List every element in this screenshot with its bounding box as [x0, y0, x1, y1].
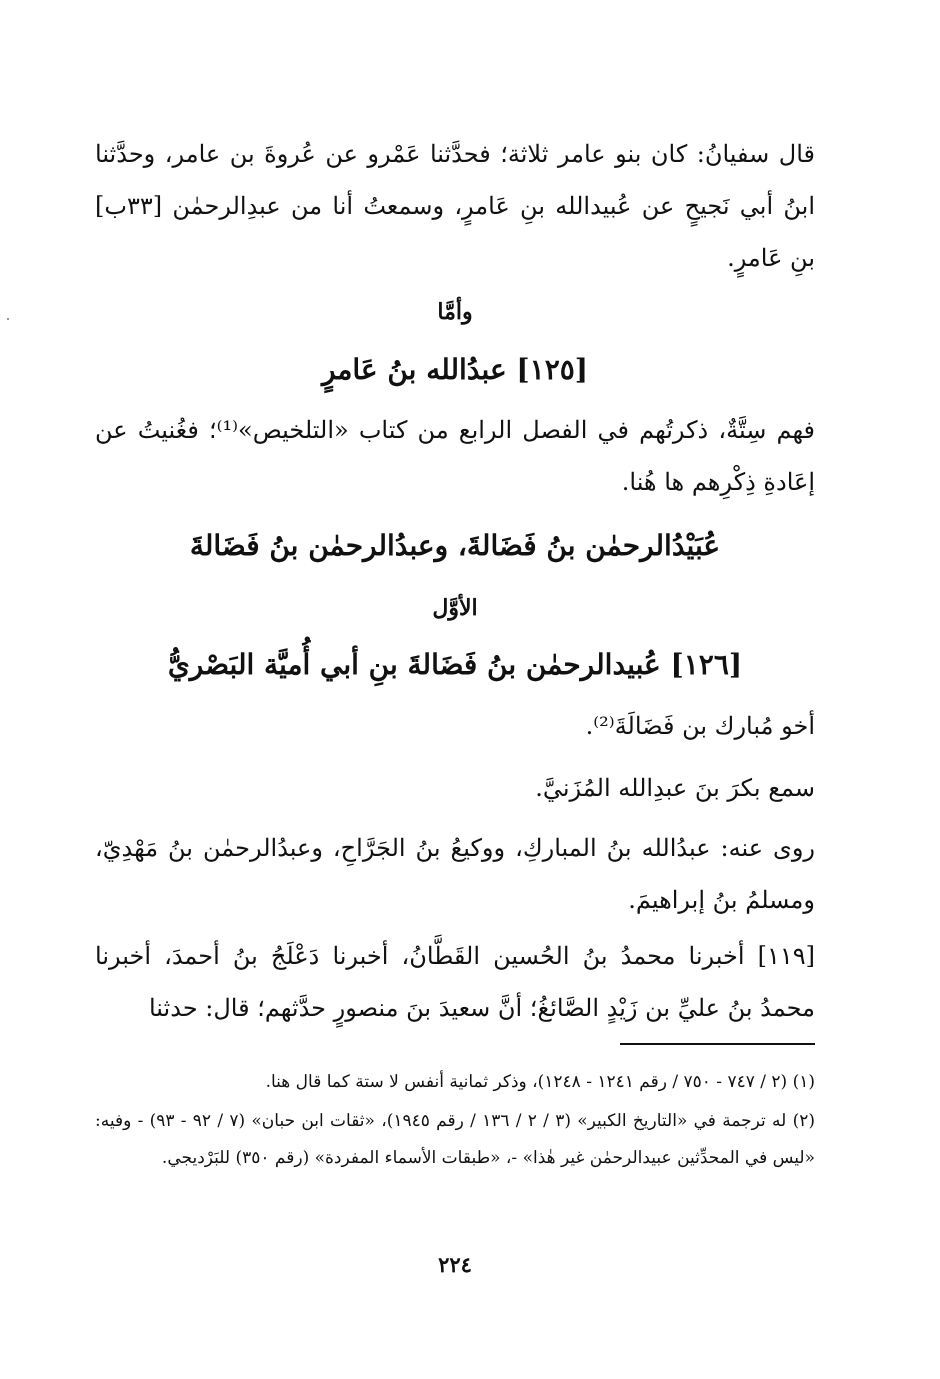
- paragraph-narrators: روى عنه: عبدُالله بنُ المباركِ، ووكيعُ بنُ الجَرَّاحِ، وعبدُالرحمٰن بنُ مَهْدِيّ، ومسلمُ بنُ إبراهيمَ.: [95, 834, 815, 914]
- paragraph-heard: سمع بكرَ بنَ عبدِالله المُزَنيَّ.: [535, 774, 815, 802]
- heading-wa-amma: وأمَّا: [437, 299, 473, 325]
- heading-first: الأوَّل: [432, 595, 478, 621]
- paragraph-isnad-119: [١١٩] أخبرنا محمدُ بنُ الحُسين القَطَّانُ، أخبرنا دَعْلَجُ بنُ أحمدَ، أخبرنا محمدُ بنُ عليِّ بن زَيْدٍ الصَّائغُ؛ أنَّ سعيدَ بنَ منصورٍ حدَّثهم؛ قال: حدثنا: [95, 942, 815, 1022]
- footnote-2: (٢) له ترجمة في «التاريخ الكبير» (٣ / ٢ / ١٣٦ / رقم ١٩٤٥)، «ثقات ابن حبان» (٧ / ٩٢ - ٩٣) - وفيه: «ليس في المحدِّثين عبيدالرحمٰن غير هٰذا» -، «طبقات الأسماء المفردة» (رقم ٣٥٠) للبَرْديجي.: [95, 1111, 816, 1168]
- paragraph-sufyan: قال سفيانُ: كان بنو عامر ثلاثة؛ فحدَّثنا عَمْرو عن عُروةَ بن عامر، وحدَّثنا ابنُ أبي نَجيحٍ عن عُبيدالله بنِ عَامرٍ، وسمعتُ أنا من عبدِالرحمٰن [٣٣ب] بنِ عَامرٍ.: [95, 140, 815, 272]
- footnote-1: (١) (٢ / ٧٤٧ - ٧٥٠ / رقم ١٢٤١ - ١٢٤٨)، وذكر ثمانية أنفس لا ستة كما قال هنا.: [265, 1072, 815, 1092]
- footnote-rule: [620, 1043, 815, 1045]
- section-heading: عُبَيْدُالرحمٰن بنُ فَضَالةَ، وعبدُالرحمٰن بنُ فَضَالةَ: [189, 529, 721, 562]
- entry-heading-126: [١٢٦] عُبيدالرحمٰن بنُ فَضَالةَ بنِ أبي أُميَّة البَصْريُّ: [167, 648, 743, 681]
- entry-heading-125: [١٢٥] عبدُالله بنُ عَامرٍ: [321, 353, 589, 386]
- page-number: ٢٢٤: [438, 1252, 472, 1277]
- paragraph-brother: أخو مُبارك بن فَضَالَةَ⁽²⁾.: [585, 712, 815, 740]
- margin-mark: [7, 318, 9, 320]
- paragraph-125: فهم سِتَّةٌ، ذكرتُهم في الفصل الرابع من كتاب «التلخيص»⁽¹⁾؛ فغُنيتُ عن إعَادةِ ذِكْرِهم ها هُنا.: [95, 416, 815, 496]
